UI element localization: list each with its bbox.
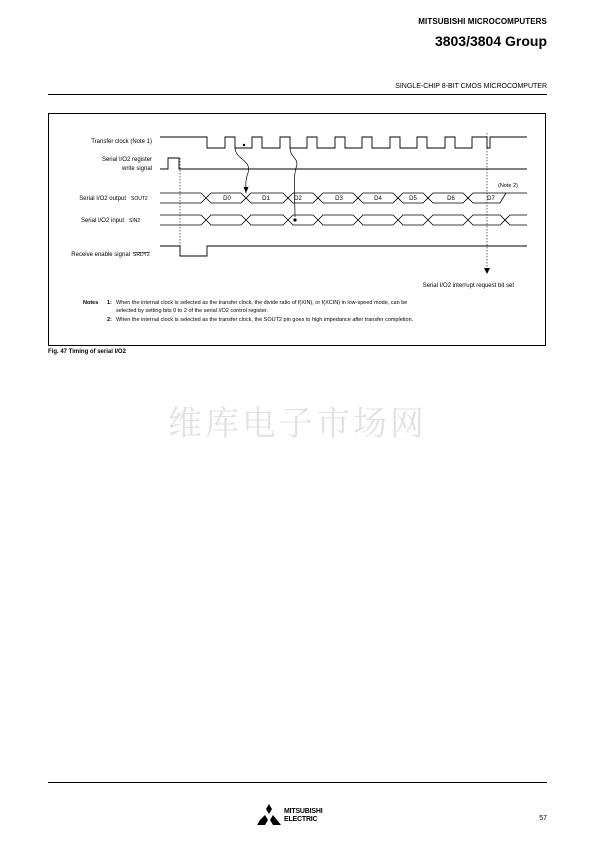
note2-text: When the internal clock is selected as the transfer clock, the SOUT2 pin goes to high impedance after transfer completion. (116, 317, 414, 323)
header-company: MITSUBISHI MICROCOMPUTERS (418, 17, 547, 26)
bit-d4: D4 (374, 196, 382, 202)
interrupt-label: Serial I/O2 interrupt request bit set (422, 283, 514, 289)
label-output: Serial I/O2 output (79, 196, 126, 202)
clock-to-output-arrow (235, 148, 249, 193)
footer-logo-text (284, 808, 322, 824)
label-input-pin: SIN2 (129, 218, 141, 224)
logo-line1: MITSUBISHI (284, 808, 323, 815)
bit-d2: D2 (294, 196, 302, 202)
sample-point-icon (293, 218, 296, 221)
bit-d1: D1 (262, 196, 270, 202)
header-group-title: 3803/3804 Group (434, 33, 547, 49)
note2-marker: (Note 2) (498, 183, 518, 189)
note1-line2: selected by setting bits 0 to 2 of the serial I/O2 control register. (116, 308, 268, 314)
note2-number: 2: (107, 317, 112, 323)
figure-caption: Fig. 47 Timing of serial I/O2 (48, 349, 126, 355)
label-receive-enable: Receive enable signal (71, 252, 130, 258)
header-subtitle: SINGLE-CHIP 8-BIT CMOS MICROCOMPUTER (395, 83, 547, 90)
label-write-signal-1: Serial I/O2 register (101, 157, 152, 163)
label-receive-enable-pin: SRDY2 (133, 252, 150, 258)
label-input: Serial I/O2 input (80, 218, 124, 224)
bit-d7: D7 (487, 196, 495, 202)
interrupt-arrow-icon (484, 268, 490, 274)
page-number: 57 (539, 815, 547, 822)
bit-d3: D3 (335, 196, 343, 202)
output-bus (160, 193, 527, 203)
arrowhead-d0-icon (244, 187, 249, 193)
clock-edge-dot-icon (243, 144, 245, 146)
notes-heading: Notes (83, 300, 99, 306)
receive-enable-waveform (160, 246, 527, 256)
footer-rule (48, 782, 547, 783)
label-output-pin: SOUT2 (131, 196, 148, 202)
write-signal-waveform (160, 158, 527, 169)
mitsubishi-logo-icon (256, 803, 282, 827)
input-bus (160, 215, 527, 225)
bit-d6: D6 (447, 196, 455, 202)
logo-line2: ELECTRIC (284, 816, 318, 823)
label-transfer-clock: Transfer clock (Note 1) (91, 139, 152, 145)
note1-number: 1: (107, 300, 112, 306)
clock-to-input-arrow (290, 148, 297, 217)
transfer-clock-waveform (160, 137, 527, 148)
bit-d0: D0 (223, 196, 231, 202)
label-write-signal-2: write signal (121, 166, 152, 172)
watermark: 维库电子市场网 (168, 404, 427, 444)
bit-d5: D5 (409, 196, 417, 202)
note1-line1: When the internal clock is selected as the transfer clock, the divide ratio of f(XIN), or f(XCIN) in low-speed mode, can be (116, 300, 408, 306)
